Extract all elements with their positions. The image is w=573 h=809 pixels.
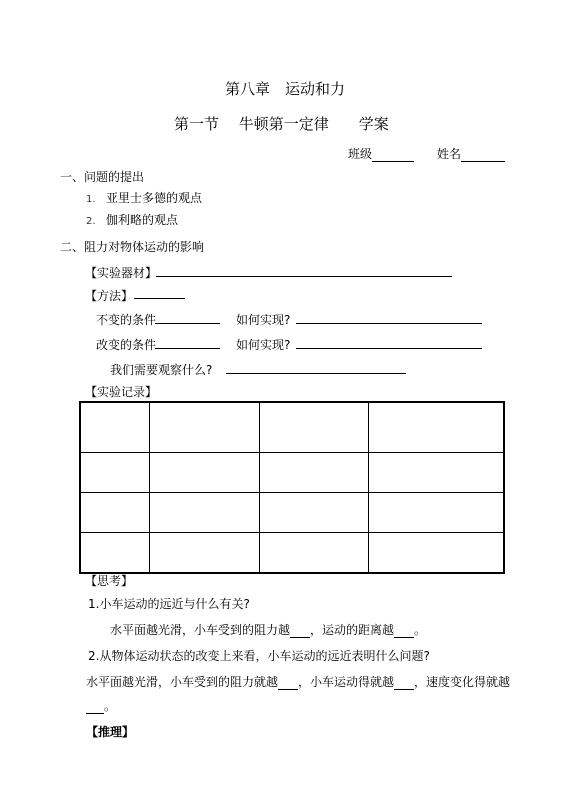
table-cell[interactable] [80, 402, 150, 452]
class-label: 班级 [348, 147, 373, 161]
changed-label: 改变的条件 [96, 338, 157, 352]
record-label: 【实验记录】 [85, 385, 158, 399]
how-label-1: 如何实现? [236, 313, 291, 327]
class-blank[interactable] [372, 149, 414, 162]
table-cell[interactable] [80, 492, 150, 532]
table-cell[interactable] [259, 532, 368, 573]
table-cell[interactable] [150, 532, 259, 573]
table-cell[interactable] [259, 492, 368, 532]
answer-2-cont: 。 [86, 698, 116, 714]
answer-blank[interactable] [290, 625, 310, 638]
changed-blank[interactable] [155, 348, 220, 349]
table-cell[interactable] [150, 492, 259, 532]
method-blank[interactable] [134, 298, 185, 299]
how-blank-2[interactable] [296, 348, 482, 349]
observe-label: 我们需要观察什么? [110, 363, 213, 377]
table-cell[interactable] [259, 402, 368, 452]
name-field [437, 146, 505, 162]
section-title: 第一节 牛顿第一定律 学案 [174, 115, 389, 133]
table-cell[interactable] [259, 452, 368, 492]
answer-2: 水平面越光滑，小车受到的阻力就越 ，小车运动得就越 ，速度变化得就越 [86, 675, 511, 689]
answer-blank[interactable] [394, 677, 414, 690]
unchanged-blank[interactable] [155, 323, 220, 324]
answer-blank[interactable] [278, 677, 298, 690]
list-item: 1. 亚里士多德的观点 [86, 191, 203, 205]
class-field [348, 146, 414, 162]
part2-heading: 二、阻力对物体运动的影响 [60, 240, 205, 254]
chapter-title: 第八章 运动和力 [225, 80, 346, 98]
answer-blank[interactable] [86, 701, 104, 714]
part1-heading: 一、问题的提出 [60, 170, 145, 184]
table-cell[interactable] [369, 492, 504, 532]
observe-blank[interactable] [226, 373, 406, 374]
equipment-label: 【实验器材】 [85, 266, 158, 280]
name-blank[interactable] [461, 149, 505, 162]
record-table [79, 401, 505, 574]
table-cell[interactable] [150, 452, 259, 492]
table-cell[interactable] [369, 452, 504, 492]
how-label-2: 如何实现? [236, 338, 291, 352]
answer-1: 水平面越光滑，小车受到的阻力越 ，运动的距离越 。 [110, 623, 427, 637]
table-cell[interactable] [369, 532, 504, 573]
method-label: 【方法】 [85, 289, 134, 303]
list-item: 2. 伽利略的观点 [86, 213, 179, 227]
table-cell[interactable] [80, 452, 150, 492]
question-1: 1.小车运动的远近与什么有关? [88, 597, 250, 611]
equipment-blank[interactable] [156, 276, 452, 277]
how-blank-1[interactable] [296, 323, 482, 324]
question-2: 2.从物体运动状态的改变上来看，小车运动的远近表明什么问题? [88, 649, 430, 663]
reasoning-label: 【推理】 [86, 725, 135, 739]
table-cell[interactable] [369, 402, 504, 452]
answer-blank[interactable] [394, 625, 414, 638]
unchanged-label: 不变的条件 [96, 313, 157, 327]
table-cell[interactable] [80, 532, 150, 573]
table-cell[interactable] [150, 402, 259, 452]
name-label: 姓名 [437, 147, 462, 161]
thinking-label: 【思考】 [85, 574, 134, 588]
